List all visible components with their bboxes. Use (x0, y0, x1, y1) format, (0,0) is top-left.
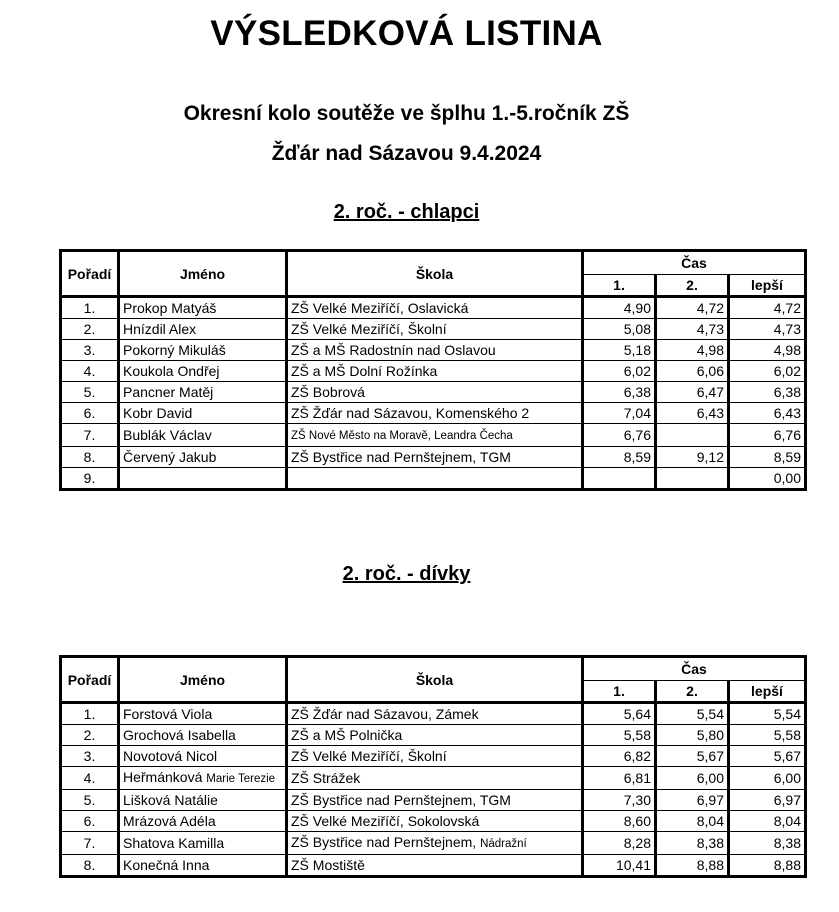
time-1-cell (583, 811, 656, 832)
name-cell (119, 703, 287, 725)
name-cell-text: Červený Jakub (123, 449, 217, 465)
rank-cell-text: 5. (83, 792, 96, 808)
best-time-cell (729, 424, 806, 447)
best-time-cell-text: 8,38 (773, 835, 801, 851)
name-cell-text: Pancner Matěj (123, 384, 214, 400)
time-2-cell-text: 4,72 (696, 300, 724, 316)
rank-cell-text: 7. (83, 835, 96, 851)
time-2-cell (656, 361, 729, 382)
time-1-cell (583, 468, 656, 490)
time-1-cell (583, 382, 656, 403)
time-2-cell-text: 6,97 (696, 792, 724, 808)
time-2-cell-text: 4,73 (696, 321, 724, 337)
table-row (61, 811, 806, 832)
rank-cell-text: 6. (83, 405, 96, 421)
school-cell (287, 340, 583, 361)
boys-section-heading: 2. roč. - chlapci (333, 201, 480, 223)
header-rank: Pořadí (61, 251, 119, 297)
name-cell-text: Grochová Isabella (123, 727, 236, 743)
best-time-cell (729, 340, 806, 361)
name-cell (119, 811, 287, 832)
rank-cell (61, 382, 119, 403)
rank-cell (61, 447, 119, 468)
best-time-cell (729, 382, 806, 403)
school-cell-text: ZŠ Žďár nad Sázavou, Komenského 2 (291, 405, 530, 421)
name-cell (119, 382, 287, 403)
best-time-cell (729, 811, 806, 832)
school-cell-text: ZŠ Strážek (291, 770, 361, 786)
school-cell-text: ZŠ Velké Meziříčí, Školní (291, 748, 447, 764)
name-cell-text: Novotová Nicol (123, 748, 218, 764)
name-cell (119, 403, 287, 424)
table-row (61, 703, 806, 725)
name-cell-text: Koukola Ondřej (123, 363, 220, 379)
school-cell (287, 403, 583, 424)
name-cell (119, 790, 287, 811)
time-2-cell (656, 746, 729, 767)
best-time-cell (729, 725, 806, 746)
table-row (61, 790, 806, 811)
name-cell (119, 297, 287, 319)
time-2-cell-text: 8,88 (696, 857, 724, 873)
header-time-2: 2. (656, 681, 729, 703)
time-2-cell (656, 468, 729, 490)
document-title: VÝSLEDKOVÁ LISTINA (210, 14, 603, 53)
time-1-cell-text: 5,18 (623, 342, 651, 358)
time-2-cell (656, 340, 729, 361)
time-2-cell-text: 5,80 (696, 727, 724, 743)
header-school: Škola (287, 657, 583, 703)
best-time-cell-text: 6,76 (773, 427, 801, 443)
name-cell (119, 832, 287, 855)
time-1-cell (583, 855, 656, 877)
header-time-2: 2. (656, 275, 729, 297)
name-cell (119, 340, 287, 361)
best-time-cell-text: 5,58 (773, 727, 801, 743)
time-2-cell (656, 382, 729, 403)
time-2-cell (656, 703, 729, 725)
header-time-best: lepší (729, 681, 806, 703)
time-1-cell-text: 6,02 (623, 363, 651, 379)
rank-cell-text: 9. (83, 470, 96, 486)
time-1-cell-text: 8,59 (623, 449, 651, 465)
time-1-cell-text: 8,60 (623, 813, 651, 829)
time-2-cell-text: 6,06 (696, 363, 724, 379)
school-extra-text: Nádražní (480, 838, 527, 850)
table-row (61, 447, 806, 468)
header-time-1: 1. (583, 681, 656, 703)
table-row (61, 361, 806, 382)
name-cell (119, 855, 287, 877)
table-row (61, 725, 806, 746)
school-cell-text: ZŠ Bystřice nad Pernštejnem, TGM (291, 792, 511, 808)
name-cell-text: Mrázová Adéla (123, 813, 216, 829)
school-cell-text: ZŠ Žďár nad Sázavou, Zámek (291, 706, 479, 722)
best-time-cell (729, 790, 806, 811)
school-cell (287, 790, 583, 811)
table-row (61, 746, 806, 767)
table-row (61, 297, 806, 319)
time-1-cell-text: 5,08 (623, 321, 651, 337)
time-2-cell-text: 5,67 (696, 748, 724, 764)
school-cell (287, 746, 583, 767)
best-time-cell-text: 5,67 (773, 748, 801, 764)
header-time-1: 1. (583, 275, 656, 297)
name-extra-text: Marie Terezie (206, 773, 276, 785)
school-cell (287, 361, 583, 382)
name-cell (119, 767, 287, 790)
time-1-cell (583, 340, 656, 361)
best-time-cell (729, 319, 806, 340)
name-cell-text: Konečná Inna (123, 857, 210, 873)
table-row (61, 403, 806, 424)
school-cell (287, 319, 583, 340)
time-1-cell-text: 10,41 (615, 857, 651, 873)
girls-section-heading: 2. roč. - dívky (342, 563, 471, 585)
rank-cell (61, 790, 119, 811)
school-cell (287, 424, 583, 447)
time-1-cell (583, 319, 656, 340)
best-time-cell (729, 746, 806, 767)
best-time-cell-text: 0,00 (773, 470, 801, 486)
rank-cell-text: 8. (83, 857, 96, 873)
best-time-cell-text: 4,98 (773, 342, 801, 358)
time-2-cell (656, 424, 729, 447)
time-1-cell (583, 725, 656, 746)
time-1-cell-text: 8,28 (623, 835, 651, 851)
name-cell-text: Lišková Natálie (123, 792, 218, 808)
rank-cell (61, 361, 119, 382)
best-time-cell (729, 832, 806, 855)
school-cell-text: ZŠ Bystřice nad Pernštejnem, TGM (291, 449, 511, 465)
time-2-cell-text: 9,12 (696, 449, 724, 465)
name-cell (119, 746, 287, 767)
school-cell-text: ZŠ Bystřice nad Pernštejnem, (291, 834, 477, 850)
time-2-cell (656, 767, 729, 790)
best-time-cell-text: 5,54 (773, 706, 801, 722)
name-cell-text: Hnízdil Alex (123, 321, 197, 337)
time-1-cell-text: 6,81 (623, 770, 651, 786)
rank-cell (61, 855, 119, 877)
name-cell-text: Prokop Matyáš (123, 300, 217, 316)
best-time-cell-text: 4,73 (773, 321, 801, 337)
rank-cell-text: 6. (83, 813, 96, 829)
best-time-cell (729, 447, 806, 468)
time-2-cell (656, 855, 729, 877)
time-2-cell (656, 832, 729, 855)
table-row (61, 767, 806, 790)
table-row (61, 855, 806, 877)
school-cell (287, 703, 583, 725)
time-2-cell-text: 6,47 (696, 384, 724, 400)
school-cell-text: ZŠ Velké Meziříčí, Sokolovská (291, 813, 480, 829)
rank-cell-text: 4. (83, 770, 96, 786)
rank-cell-text: 3. (83, 748, 96, 764)
school-cell (287, 297, 583, 319)
best-time-cell (729, 855, 806, 877)
time-1-cell (583, 297, 656, 319)
rank-cell-text: 5. (83, 384, 96, 400)
time-1-cell (583, 424, 656, 447)
time-1-cell-text: 7,30 (623, 792, 651, 808)
header-name: Jméno (119, 657, 287, 703)
table-row (61, 468, 806, 490)
rank-cell (61, 746, 119, 767)
time-1-cell-text: 5,58 (623, 727, 651, 743)
time-1-cell (583, 832, 656, 855)
rank-cell (61, 403, 119, 424)
school-cell (287, 767, 583, 790)
name-cell (119, 468, 287, 490)
boys-results-table (59, 249, 807, 491)
school-cell (287, 447, 583, 468)
rank-cell (61, 340, 119, 361)
name-cell-text: Pokorný Mikuláš (123, 342, 226, 358)
school-cell (287, 382, 583, 403)
competition-place-date: Žďár nad Sázavou 9.4.2024 (271, 142, 542, 165)
rank-cell-text: 1. (83, 300, 96, 316)
best-time-cell (729, 468, 806, 490)
best-time-cell-text: 6,38 (773, 384, 801, 400)
rank-cell (61, 297, 119, 319)
rank-cell-text: 7. (83, 427, 96, 443)
school-cell (287, 832, 583, 855)
header-time: Čas (583, 657, 806, 681)
rank-cell (61, 725, 119, 746)
best-time-cell-text: 8,04 (773, 813, 801, 829)
school-cell (287, 725, 583, 746)
school-cell-text: ZŠ Bobrová (291, 384, 365, 400)
table-row (61, 340, 806, 361)
time-2-cell-text: 8,04 (696, 813, 724, 829)
table-row (61, 382, 806, 403)
rank-cell (61, 811, 119, 832)
rank-cell (61, 319, 119, 340)
name-cell (119, 361, 287, 382)
rank-cell (61, 832, 119, 855)
rank-cell (61, 424, 119, 447)
time-1-cell-text: 6,76 (623, 427, 651, 443)
time-1-cell (583, 403, 656, 424)
best-time-cell-text: 8,59 (773, 449, 801, 465)
time-2-cell (656, 811, 729, 832)
school-cell (287, 468, 583, 490)
time-1-cell (583, 767, 656, 790)
rank-cell-text: 8. (83, 449, 96, 465)
name-cell-text: Bublák Václav (123, 427, 212, 443)
school-cell-text: ZŠ a MŠ Polnička (291, 727, 403, 743)
name-cell (119, 725, 287, 746)
rank-cell-text: 1. (83, 706, 96, 722)
time-2-cell-text: 4,98 (696, 342, 724, 358)
time-2-cell-text: 6,00 (696, 770, 724, 786)
best-time-cell-text: 6,97 (773, 792, 801, 808)
rank-cell (61, 468, 119, 490)
time-1-cell (583, 447, 656, 468)
time-1-cell-text: 6,82 (623, 748, 651, 764)
school-cell-text: ZŠ a MŠ Radostnín nad Oslavou (291, 342, 496, 358)
header-time: Čas (583, 251, 806, 275)
name-cell (119, 424, 287, 447)
time-2-cell-text: 8,38 (696, 835, 724, 851)
rank-cell-text: 3. (83, 342, 96, 358)
table-row (61, 832, 806, 855)
name-cell-text: Shatova Kamilla (123, 835, 225, 851)
time-2-cell (656, 790, 729, 811)
best-time-cell (729, 703, 806, 725)
table-row (61, 319, 806, 340)
name-cell (119, 447, 287, 468)
best-time-cell-text: 6,00 (773, 770, 801, 786)
header-name: Jméno (119, 251, 287, 297)
best-time-cell-text: 6,43 (773, 405, 801, 421)
table-row (61, 424, 806, 447)
header-school: Škola (287, 251, 583, 297)
best-time-cell (729, 297, 806, 319)
school-cell-text: ZŠ Velké Meziříčí, Oslavická (291, 300, 469, 316)
competition-name: Okresní kolo soutěže ve šplhu 1.-5.ročník ZŠ (183, 102, 630, 125)
name-cell (119, 319, 287, 340)
name-cell-text: Forstová Viola (123, 706, 213, 722)
header-time-best: lepší (729, 275, 806, 297)
time-1-cell-text: 6,38 (623, 384, 651, 400)
school-cell-text: ZŠ Velké Meziříčí, Školní (291, 321, 447, 337)
time-1-cell-text: 5,64 (623, 706, 651, 722)
time-2-cell-text: 5,54 (696, 706, 724, 722)
best-time-cell-text: 8,88 (773, 857, 801, 873)
time-2-cell (656, 447, 729, 468)
time-2-cell (656, 725, 729, 746)
time-1-cell (583, 361, 656, 382)
school-cell (287, 855, 583, 877)
school-cell-text: ZŠ a MŠ Dolní Rožínka (291, 363, 438, 379)
best-time-cell (729, 403, 806, 424)
school-cell (287, 811, 583, 832)
best-time-cell (729, 767, 806, 790)
name-cell-text: Heřmánková (123, 769, 203, 785)
time-1-cell (583, 790, 656, 811)
time-1-cell-text: 7,04 (623, 405, 651, 421)
rank-cell-text: 4. (83, 363, 96, 379)
name-cell-text: Kobr David (123, 405, 193, 421)
header-rank: Pořadí (61, 657, 119, 703)
rank-cell-text: 2. (83, 321, 96, 337)
time-1-cell-text: 4,90 (623, 300, 651, 316)
rank-cell-text: 2. (83, 727, 96, 743)
time-2-cell (656, 297, 729, 319)
rank-cell (61, 767, 119, 790)
school-cell-text: ZŠ Nové Město na Moravě, Leandra Čecha (291, 430, 513, 442)
best-time-cell (729, 361, 806, 382)
time-1-cell (583, 703, 656, 725)
time-2-cell (656, 319, 729, 340)
rank-cell (61, 703, 119, 725)
time-2-cell-text: 6,43 (696, 405, 724, 421)
best-time-cell-text: 4,72 (773, 300, 801, 316)
best-time-cell-text: 6,02 (773, 363, 801, 379)
school-cell-text: ZŠ Mostiště (291, 857, 365, 873)
girls-results-table (59, 655, 807, 878)
time-2-cell (656, 403, 729, 424)
time-1-cell (583, 746, 656, 767)
